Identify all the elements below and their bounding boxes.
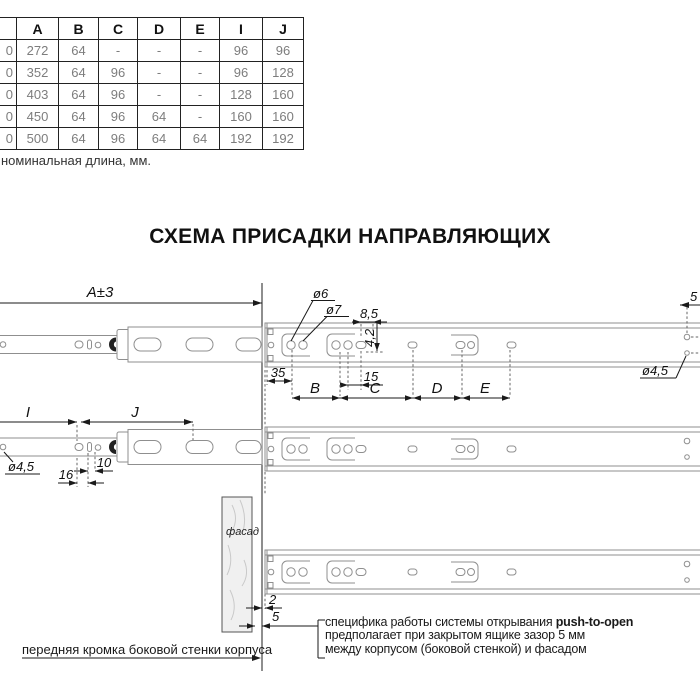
dim-dia6-label: ø6 — [313, 286, 329, 301]
table-header-j: J — [263, 18, 304, 40]
dim-15-label: 15 — [363, 369, 379, 384]
push-to-open-note — [325, 616, 655, 656]
dim-e-label: E — [479, 380, 491, 397]
dim-35-label: 35 — [270, 365, 286, 380]
front-edge-note: передняя кромка боковой стенки корпуса — [22, 642, 273, 657]
dim-d-label: D — [431, 380, 443, 397]
dim-j-label: J — [131, 404, 139, 421]
dim-dia45-left-label: ø4,5 — [8, 459, 35, 474]
table-header-i: I — [220, 18, 263, 40]
push-note-line3: между корпусом (боковой стенкой) и фасадом — [325, 641, 587, 656]
dim-dia7-label: ø7 — [326, 302, 342, 317]
dim-16-label: 16 — [58, 467, 74, 482]
dim-dia45-top-label: ø4,5 — [642, 363, 669, 378]
table-row: 0 403 64 96 - - 128 160 — [0, 84, 304, 106]
dim-4-2-label: 4,2 — [362, 328, 377, 347]
push-note-line1: специфика работы системы открывания push-to-open — [325, 615, 634, 629]
cabinet-rail-row2 — [265, 427, 700, 471]
table-header-d: D — [138, 18, 181, 40]
drawer-rail-row1-left — [0, 327, 262, 362]
dim-a3-label: A±3 — [86, 284, 114, 301]
page-title: СХЕМА ПРИСАДКИ НАПРАВЛЯЮЩИХ — [149, 225, 551, 248]
table-header-a: A — [17, 18, 59, 40]
table-header-c: C — [99, 18, 138, 40]
dim-35 — [267, 365, 292, 385]
dim-5-top-label: 5 — [690, 289, 698, 304]
table-row: 0 500 64 96 64 64 192 192 — [0, 128, 304, 150]
table-header-b: B — [59, 18, 99, 40]
push-note-line2: предполагает при закрытом ящике зазор 5 мм — [325, 628, 586, 643]
facade-panel — [222, 497, 259, 632]
dim-gap5-label: 5 — [272, 609, 280, 624]
cabinet-rail-row1 — [265, 323, 700, 367]
dim-a3 — [0, 284, 262, 306]
dim-b-label: B — [309, 380, 321, 397]
drawer-rail-row2-left — [0, 430, 262, 465]
dim-gap2-label: 2 — [269, 592, 277, 607]
table-caption: номинальная длина, мм. — [1, 153, 151, 168]
table-row: 0 450 64 96 64 - 160 160 — [0, 106, 304, 128]
table-row: 0 272 64 - - - 96 96 — [0, 40, 304, 62]
table-header-e: E — [181, 18, 220, 40]
dim-i-label: I — [25, 404, 31, 421]
dim-10-label: 10 — [96, 455, 112, 470]
dim-c-label: C — [369, 380, 381, 397]
cabinet-rail-row3 — [265, 550, 700, 594]
facade-label: фасад — [226, 526, 260, 538]
push-to-open-term: push-to-open — [555, 615, 634, 629]
dim-8-5-label: 8,5 — [359, 306, 379, 321]
table-row: 0 352 64 96 - - 96 128 — [0, 62, 304, 84]
